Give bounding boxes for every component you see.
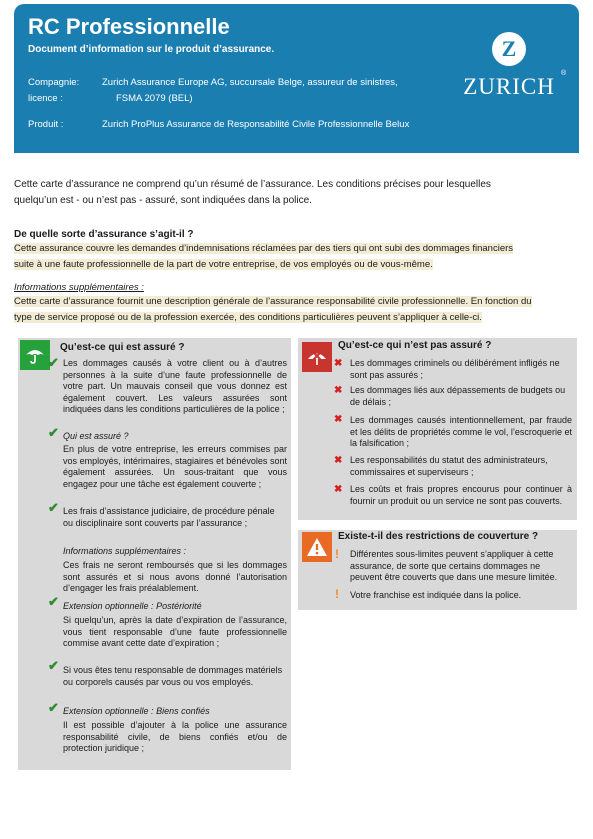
info-heading: Informations supplémentaires : — [14, 282, 144, 293]
info-text-highlight: Cette carte d’assurance fournit une description générale de l’assurance responsabilité civile professionnelle. En fonction du type de service proposé ou de la profession exercée, des conditions particulières peuvent s’appliquer à celle-ci. — [14, 296, 532, 323]
cross-icon: ✖ — [334, 455, 343, 466]
zurich-logo-text: ZURICH — [463, 74, 555, 99]
section-text-highlight: Cette assurance couvre les demandes d’indemnisations réclamées par des tiers qui ont subi des dommages financiers suite à une faute professionnelle de la part de votre entreprise, de vos employés ou de vous-même. — [14, 243, 514, 270]
not-insured-item: Les responsabilités du statut des administrateurs, commissaires et superviseurs ; — [350, 455, 548, 477]
not-insured-title: Qu’est-ce qui n’est pas assuré ? — [338, 340, 492, 351]
not-insured-item: Les dommages criminels ou délibérément infligés ne sont pas assurés ; — [350, 358, 560, 380]
header-banner — [14, 4, 579, 153]
insured-info-title: Informations supplémentaires : — [63, 546, 187, 556]
check-icon: ✔ — [48, 425, 59, 440]
not-insured-item: Les dommages liés aux dépassements de budgets ou de délais ; — [350, 385, 566, 407]
section-heading: De quelle sorte d’assurance s’agit-il ? — [14, 229, 194, 240]
licence-label: licence : — [28, 93, 63, 104]
not-insured-item: Les dommages causés intentionnellement, par fraude et les délits de propriétés comme le vol, l’escroquerie et la falsification ; — [350, 415, 572, 448]
insured-item-title: Extension optionnelle : Postériorité — [63, 601, 202, 611]
exclamation-icon: ! — [335, 587, 339, 601]
intro-text: Cette carte d’assurance ne comprend qu’un résumé de l’assurance. Les conditions précises pour lesquelles quelqu’un est - ou n’est pas - assuré, sont indiquées dans la police. — [14, 179, 491, 206]
exclamation-icon: ! — [335, 547, 339, 561]
insured-title: Qu’est-ce qui est assuré ? — [60, 342, 185, 353]
zurich-logo-icon: Z — [492, 32, 526, 66]
not-insured-box — [298, 338, 577, 520]
warning-icon — [302, 532, 332, 562]
x-umbrella-icon — [302, 342, 332, 372]
info-text — [14, 294, 534, 326]
cross-icon: ✖ — [334, 414, 343, 425]
insured-item: En plus de votre entreprise, les erreurs commises par vos employés, intérimaires, stagiaires et bénévoles sont également assurées. Un sous-traitant que vous engagez pour une tâche est également couverte ; — [63, 444, 287, 489]
insured-item: Si vous êtes tenu responsable de dommages matériels ou corporels causés par vous ou vos employés. — [63, 665, 283, 687]
page-title: RC Professionnelle — [28, 14, 230, 39]
restrictions-title: Existe-t-il des restrictions de couverture ? — [338, 531, 539, 542]
check-icon: ✔ — [48, 594, 59, 609]
restrictions-box — [298, 530, 577, 610]
check-icon: ✔ — [48, 355, 59, 370]
cross-icon: ✖ — [334, 484, 343, 495]
insured-box — [18, 338, 291, 770]
zurich-logo — [454, 32, 567, 112]
licence-value: FSMA 2079 (BEL) — [116, 93, 193, 104]
insured-item: Si quelqu’un, après la date d’expiration de l’assurance, vous tient responsable d’une faute professionnelle commise avant cette date d’expiration ; — [63, 615, 287, 648]
check-icon: ✔ — [48, 700, 59, 715]
insured-item-title: Qui est assuré ? — [63, 431, 129, 441]
company-value: Zurich Assurance Europe AG, succursale Belge, assureur de sinistres, — [102, 77, 398, 88]
product-value: Zurich ProPlus Assurance de Responsabilité Civile Professionnelle Belux — [102, 119, 410, 130]
restriction-item: Différentes sous-limites peuvent s’appliquer à cette assurance, de sorte que certains dommages ne peuvent être couverts que dans une mesure limitée. — [350, 549, 558, 582]
not-insured-item: Les coûts et frais propres encourus pour continuer à fournir un produit ou un service ne sont pas couverts. — [350, 484, 572, 506]
restriction-item: Votre franchise est indiquée dans la police. — [350, 590, 522, 600]
insured-item: Les dommages causés à votre client ou à d’autres personnes à la suite d’une faute professionnelle de votre part. Un mauvais conseil que vous donnez est également couvert. Les valeurs assurées sont indiquées dans les conditions particulières de la police ; — [63, 358, 287, 414]
cross-icon: ✖ — [334, 358, 343, 369]
insured-item: Il est possible d’ajouter à la police une assurance responsabilité civile, de biens confiés et/ou de protection juridique ; — [63, 720, 287, 753]
insured-item: Les frais d’assistance judiciaire, de procédure pénale ou disciplinaire sont couverts par l’assurance ; — [63, 506, 275, 528]
check-icon: ✔ — [48, 658, 59, 673]
umbrella-icon — [20, 340, 50, 370]
check-icon: ✔ — [48, 500, 59, 515]
insured-item-title: Extension optionnelle : Biens confiés — [63, 706, 210, 716]
insured-info-text: Ces frais ne seront remboursés que si les dommages sont assurés et si nous avons donné l’autorisation d’engager les frais préalablement. — [63, 560, 287, 593]
registered-mark: ® — [561, 70, 567, 77]
product-label: Produit : — [28, 119, 64, 130]
page-subtitle: Document d’information sur le produit d’assurance. — [28, 44, 275, 55]
section-text — [14, 241, 534, 273]
company-label: Compagnie: — [28, 77, 80, 88]
cross-icon: ✖ — [334, 385, 343, 396]
